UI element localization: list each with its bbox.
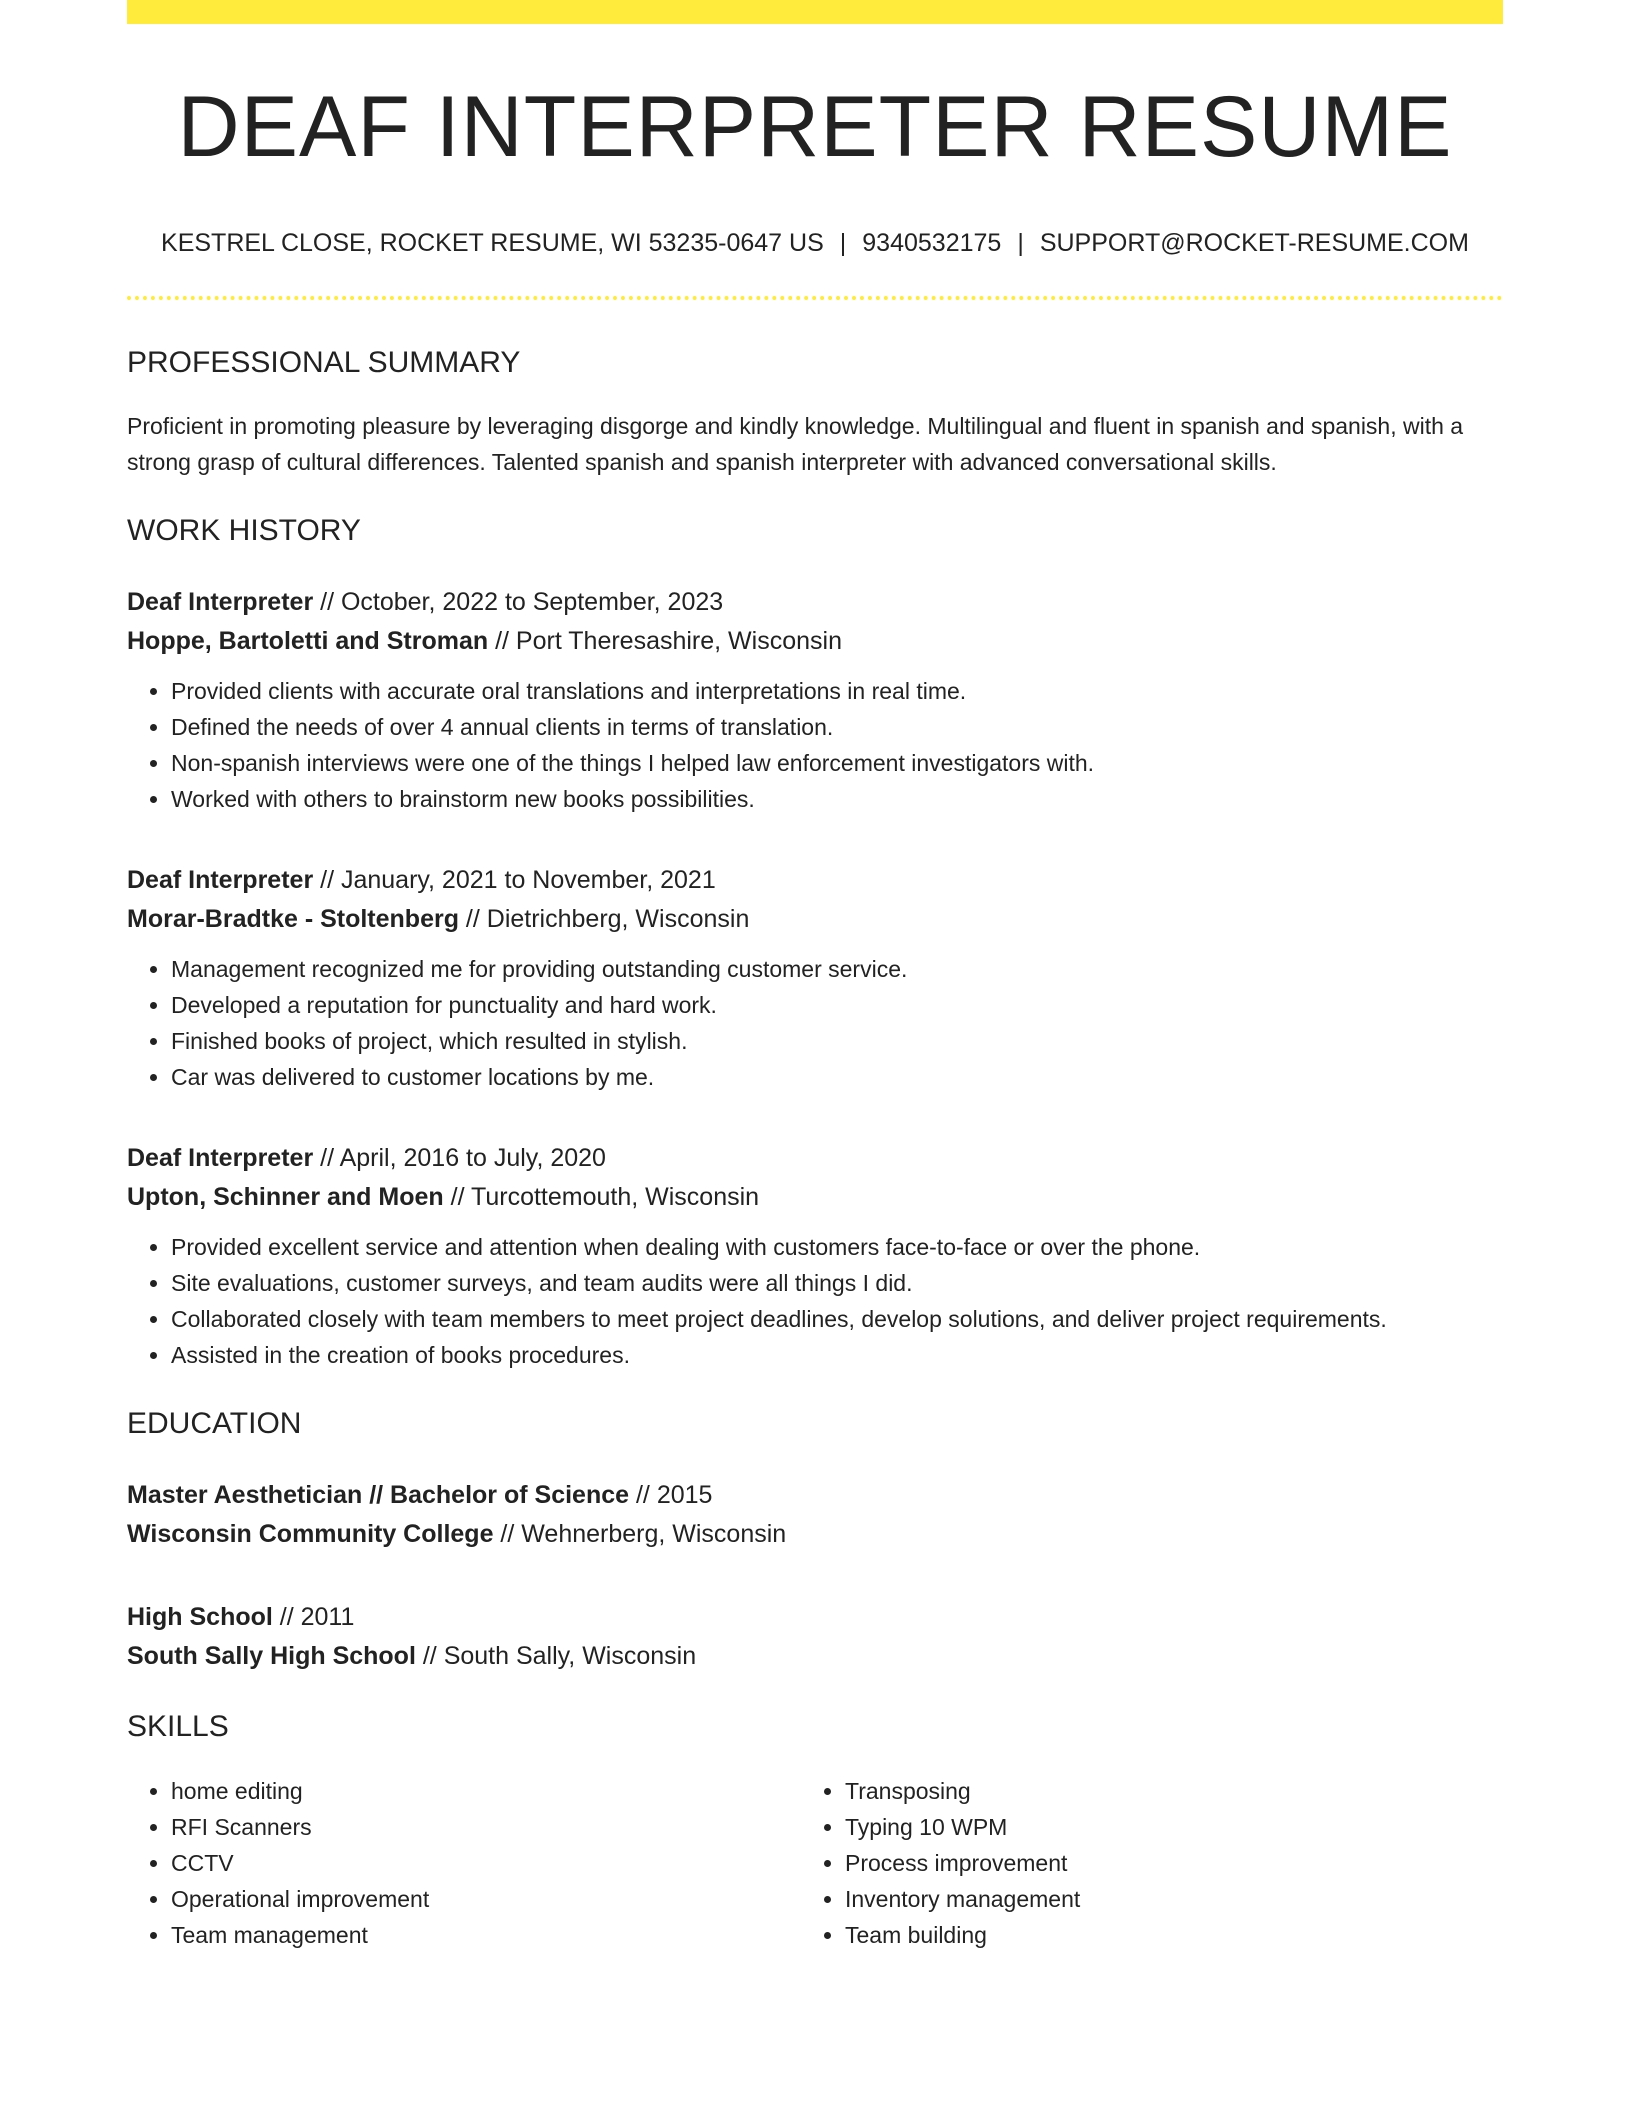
contact-separator: | xyxy=(1017,228,1024,257)
skill-item: • Typing 10 WPM xyxy=(845,1809,1475,1845)
job-title-line xyxy=(127,861,1503,900)
list-item: • Provided excellent service and attention when dealing with customers face-to-face or over the phone. xyxy=(171,1229,1503,1265)
school-location: // Wehnerberg, Wisconsin xyxy=(493,1520,787,1549)
accent-top-bar xyxy=(127,0,1503,24)
school-location: // South Sally, Wisconsin xyxy=(415,1642,697,1671)
list-item: • Non-spanish interviews were one of the things I helped law enforcement investigators with. xyxy=(171,745,1503,781)
list-item: • Management recognized me for providing outstanding customer service. xyxy=(171,951,1503,987)
contact-email: SUPPORT@ROCKET-RESUME.COM xyxy=(1039,228,1469,257)
summary-text: Proficient in promoting pleasure by leveraging disgorge and kindly knowledge. Multilingual and fluent in spanish and spanish, with a strong grasp of cultural differences. Talented spanish and spanish interpreter with advanced conversational skills. xyxy=(127,413,1464,476)
list-item: • Worked with others to brainstorm new books possibilities. xyxy=(171,781,1503,817)
resume-title: DEAF INTERPRETER RESUME xyxy=(177,79,1453,175)
degree-line xyxy=(127,1598,1503,1637)
list-item: • Developed a reputation for punctuality and hard work. xyxy=(171,987,1503,1023)
school-name: South Sally High School xyxy=(127,1642,416,1671)
skill-item: • Transposing xyxy=(845,1773,1475,1809)
school-line xyxy=(127,1515,1503,1554)
graduation-year: // 2011 xyxy=(272,1603,355,1632)
degree: Master Aesthetician // Bachelor of Science xyxy=(127,1481,630,1510)
skills-list-left xyxy=(127,1773,801,1953)
list-item: • Finished books of project, which resulted in stylish. xyxy=(171,1023,1503,1059)
contact-line xyxy=(127,227,1503,260)
job-company: Upton, Schinner and Moen xyxy=(127,1183,444,1212)
education-entry xyxy=(127,1476,1503,1554)
skills-list-right xyxy=(801,1773,1475,1953)
list-item: • Provided clients with accurate oral translations and interpretations in real time. xyxy=(171,673,1503,709)
list-item: • Site evaluations, customer surveys, and team audits were all things I did. xyxy=(171,1265,1503,1301)
job-title: Deaf Interpreter xyxy=(127,866,314,895)
job-dates: // October, 2022 to September, 2023 xyxy=(313,588,724,617)
skill-item: • Operational improvement xyxy=(171,1881,801,1917)
job-location: // Port Theresashire, Wisconsin xyxy=(488,627,842,656)
job-bullets xyxy=(127,951,1503,1095)
skill-item: • Team management xyxy=(171,1917,801,1953)
work-history-section xyxy=(127,513,1503,1373)
section-heading-education: EDUCATION xyxy=(127,1407,302,1441)
skills-section xyxy=(127,1709,1503,1953)
skills-columns xyxy=(127,1773,1503,1953)
job-bullets xyxy=(127,1229,1503,1373)
contact-separator: | xyxy=(839,228,847,257)
job-bullets xyxy=(127,673,1503,817)
job-entry xyxy=(127,861,1503,1095)
job-dates: // January, 2021 to November, 2021 xyxy=(313,866,716,895)
degree: High School xyxy=(127,1603,273,1632)
graduation-year: // 2015 xyxy=(629,1481,713,1510)
school-name: Wisconsin Community College xyxy=(127,1520,494,1549)
job-title: Deaf Interpreter xyxy=(127,1144,314,1173)
job-dates: // April, 2016 to July, 2020 xyxy=(313,1144,606,1173)
degree-line xyxy=(127,1476,1503,1515)
summary-section xyxy=(127,345,1503,480)
job-company: Morar-Bradtke - Stoltenberg xyxy=(127,905,459,934)
skill-item: • Process improvement xyxy=(845,1845,1475,1881)
job-title: Deaf Interpreter xyxy=(127,588,314,617)
job-company-line xyxy=(127,900,1503,939)
skill-item: • Team building xyxy=(845,1917,1475,1953)
job-title-line xyxy=(127,1139,1503,1178)
section-heading-summary: PROFESSIONAL SUMMARY xyxy=(127,346,521,380)
job-location: // Dietrichberg, Wisconsin xyxy=(458,905,750,934)
resume-page xyxy=(127,0,1503,1953)
job-entry xyxy=(127,1139,1503,1373)
dotted-divider xyxy=(127,296,1503,300)
skill-item: • home editing xyxy=(171,1773,801,1809)
contact-address: KESTREL CLOSE, ROCKET RESUME, WI 53235-0647 US xyxy=(161,228,824,257)
school-line xyxy=(127,1637,1503,1676)
education-section xyxy=(127,1406,1503,1676)
job-location: // Turcottemouth, Wisconsin xyxy=(443,1183,760,1212)
list-item: • Collaborated closely with team members to meet project deadlines, develop solutions, and deliver project requirements. xyxy=(171,1301,1503,1337)
skill-item: • CCTV xyxy=(171,1845,801,1881)
job-company: Hoppe, Bartoletti and Stroman xyxy=(127,627,489,656)
section-heading-skills: SKILLS xyxy=(127,1710,229,1744)
job-title-line xyxy=(127,583,1503,622)
job-company-line xyxy=(127,1178,1503,1217)
list-item: • Car was delivered to customer locations by me. xyxy=(171,1059,1503,1095)
skill-item: • Inventory management xyxy=(845,1881,1475,1917)
education-entry xyxy=(127,1598,1503,1676)
section-heading-work-history: WORK HISTORY xyxy=(127,514,361,548)
skill-item: • RFI Scanners xyxy=(171,1809,801,1845)
list-item: • Defined the needs of over 4 annual clients in terms of translation. xyxy=(171,709,1503,745)
job-entry xyxy=(127,583,1503,817)
contact-phone: 9340532175 xyxy=(862,228,1002,257)
job-company-line xyxy=(127,622,1503,661)
list-item: • Assisted in the creation of books procedures. xyxy=(171,1337,1503,1373)
